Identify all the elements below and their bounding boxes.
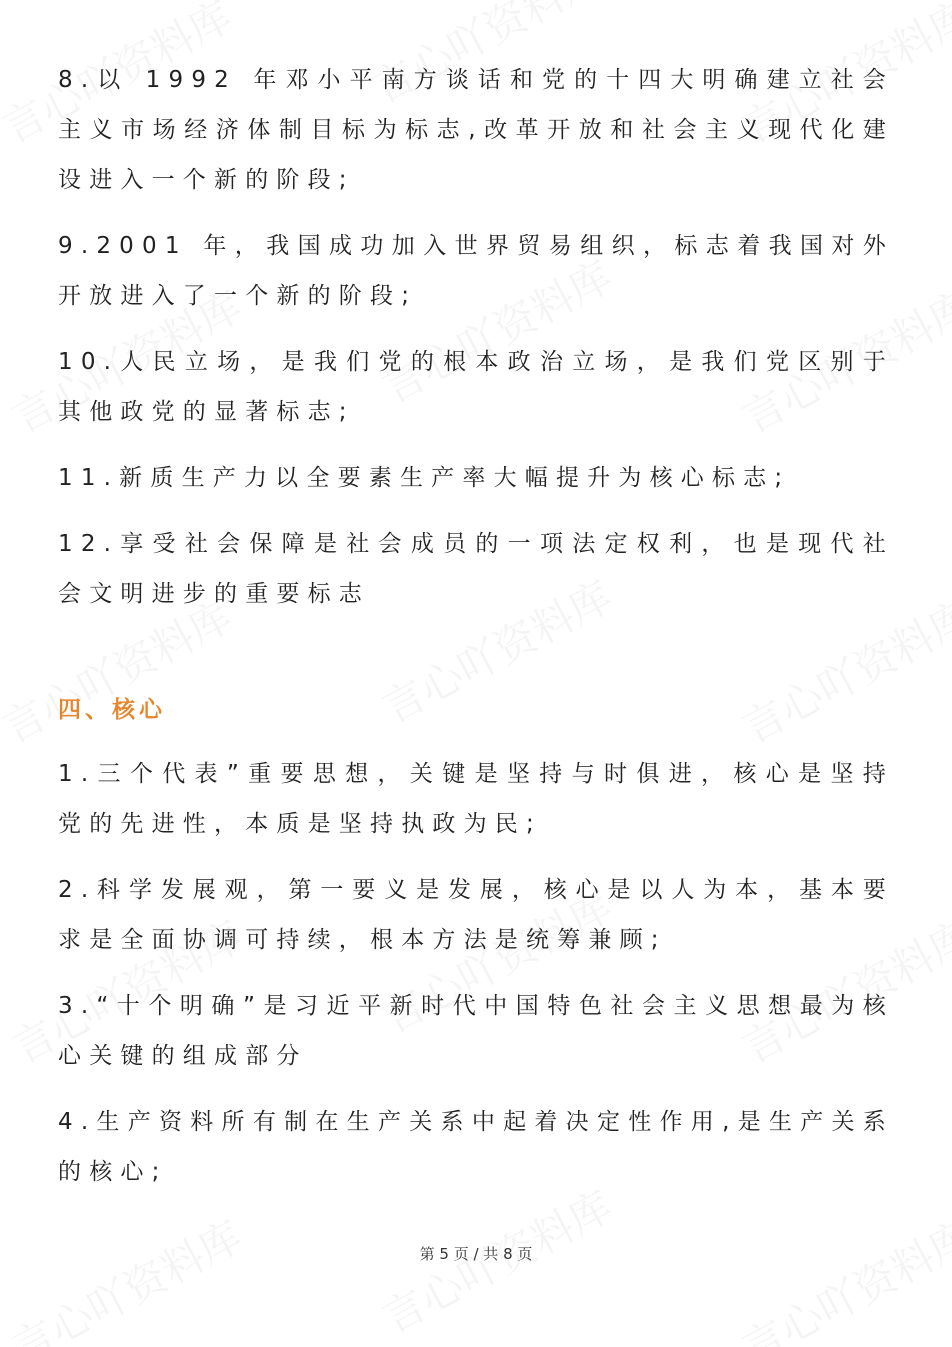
core-item-3: 3.“十个明确”是习近平新时代中国特色社会主义思想最为核心关键的组成部分 [58,993,894,1069]
paragraph-item-8: 8.以 1992 年邓小平南方谈话和党的十四大明确建立社会主义市场经济体制目标为标志,改革开放和社会主义现代化建设进入一个新的阶段; [58,67,894,193]
page-footer: 第 5 页 / 共 8 页 [419,1245,533,1263]
watermark [731,1204,952,1347]
paragraph-item-10: 10.人民立场，是我们党的根本政治立场，是我们党区别于其他政党的显著标志; [58,349,894,425]
watermark [1,1204,252,1347]
document-body [58,55,894,1213]
core-item-2: 2.科学发展观，第一要义是发展，核心是以人为本，基本要求是全面协调可持续，根本方法是统筹兼顾; [58,877,894,953]
section-heading: 四、核心 [58,697,166,723]
paragraph-item-9: 9.2001 年，我国成功加入世界贸易组织，标志着我国对外开放进入了一个新的阶段; [58,233,894,309]
core-item-4: 4.生产资料所有制在生产关系中起着决定性作用,是生产关系的核心; [58,1109,894,1185]
paragraph-item-11: 11.新质生产力以全要素生产率大幅提升为核心标志; [58,465,791,491]
paragraph-item-12: 12.享受社会保障是社会成员的一项法定权利，也是现代社会文明进步的重要标志 [58,531,894,607]
core-item-1: 1.三个代表”重要思想，关键是坚持与时俱进，核心是坚持党的先进性，本质是坚持执政为民; [58,761,894,837]
